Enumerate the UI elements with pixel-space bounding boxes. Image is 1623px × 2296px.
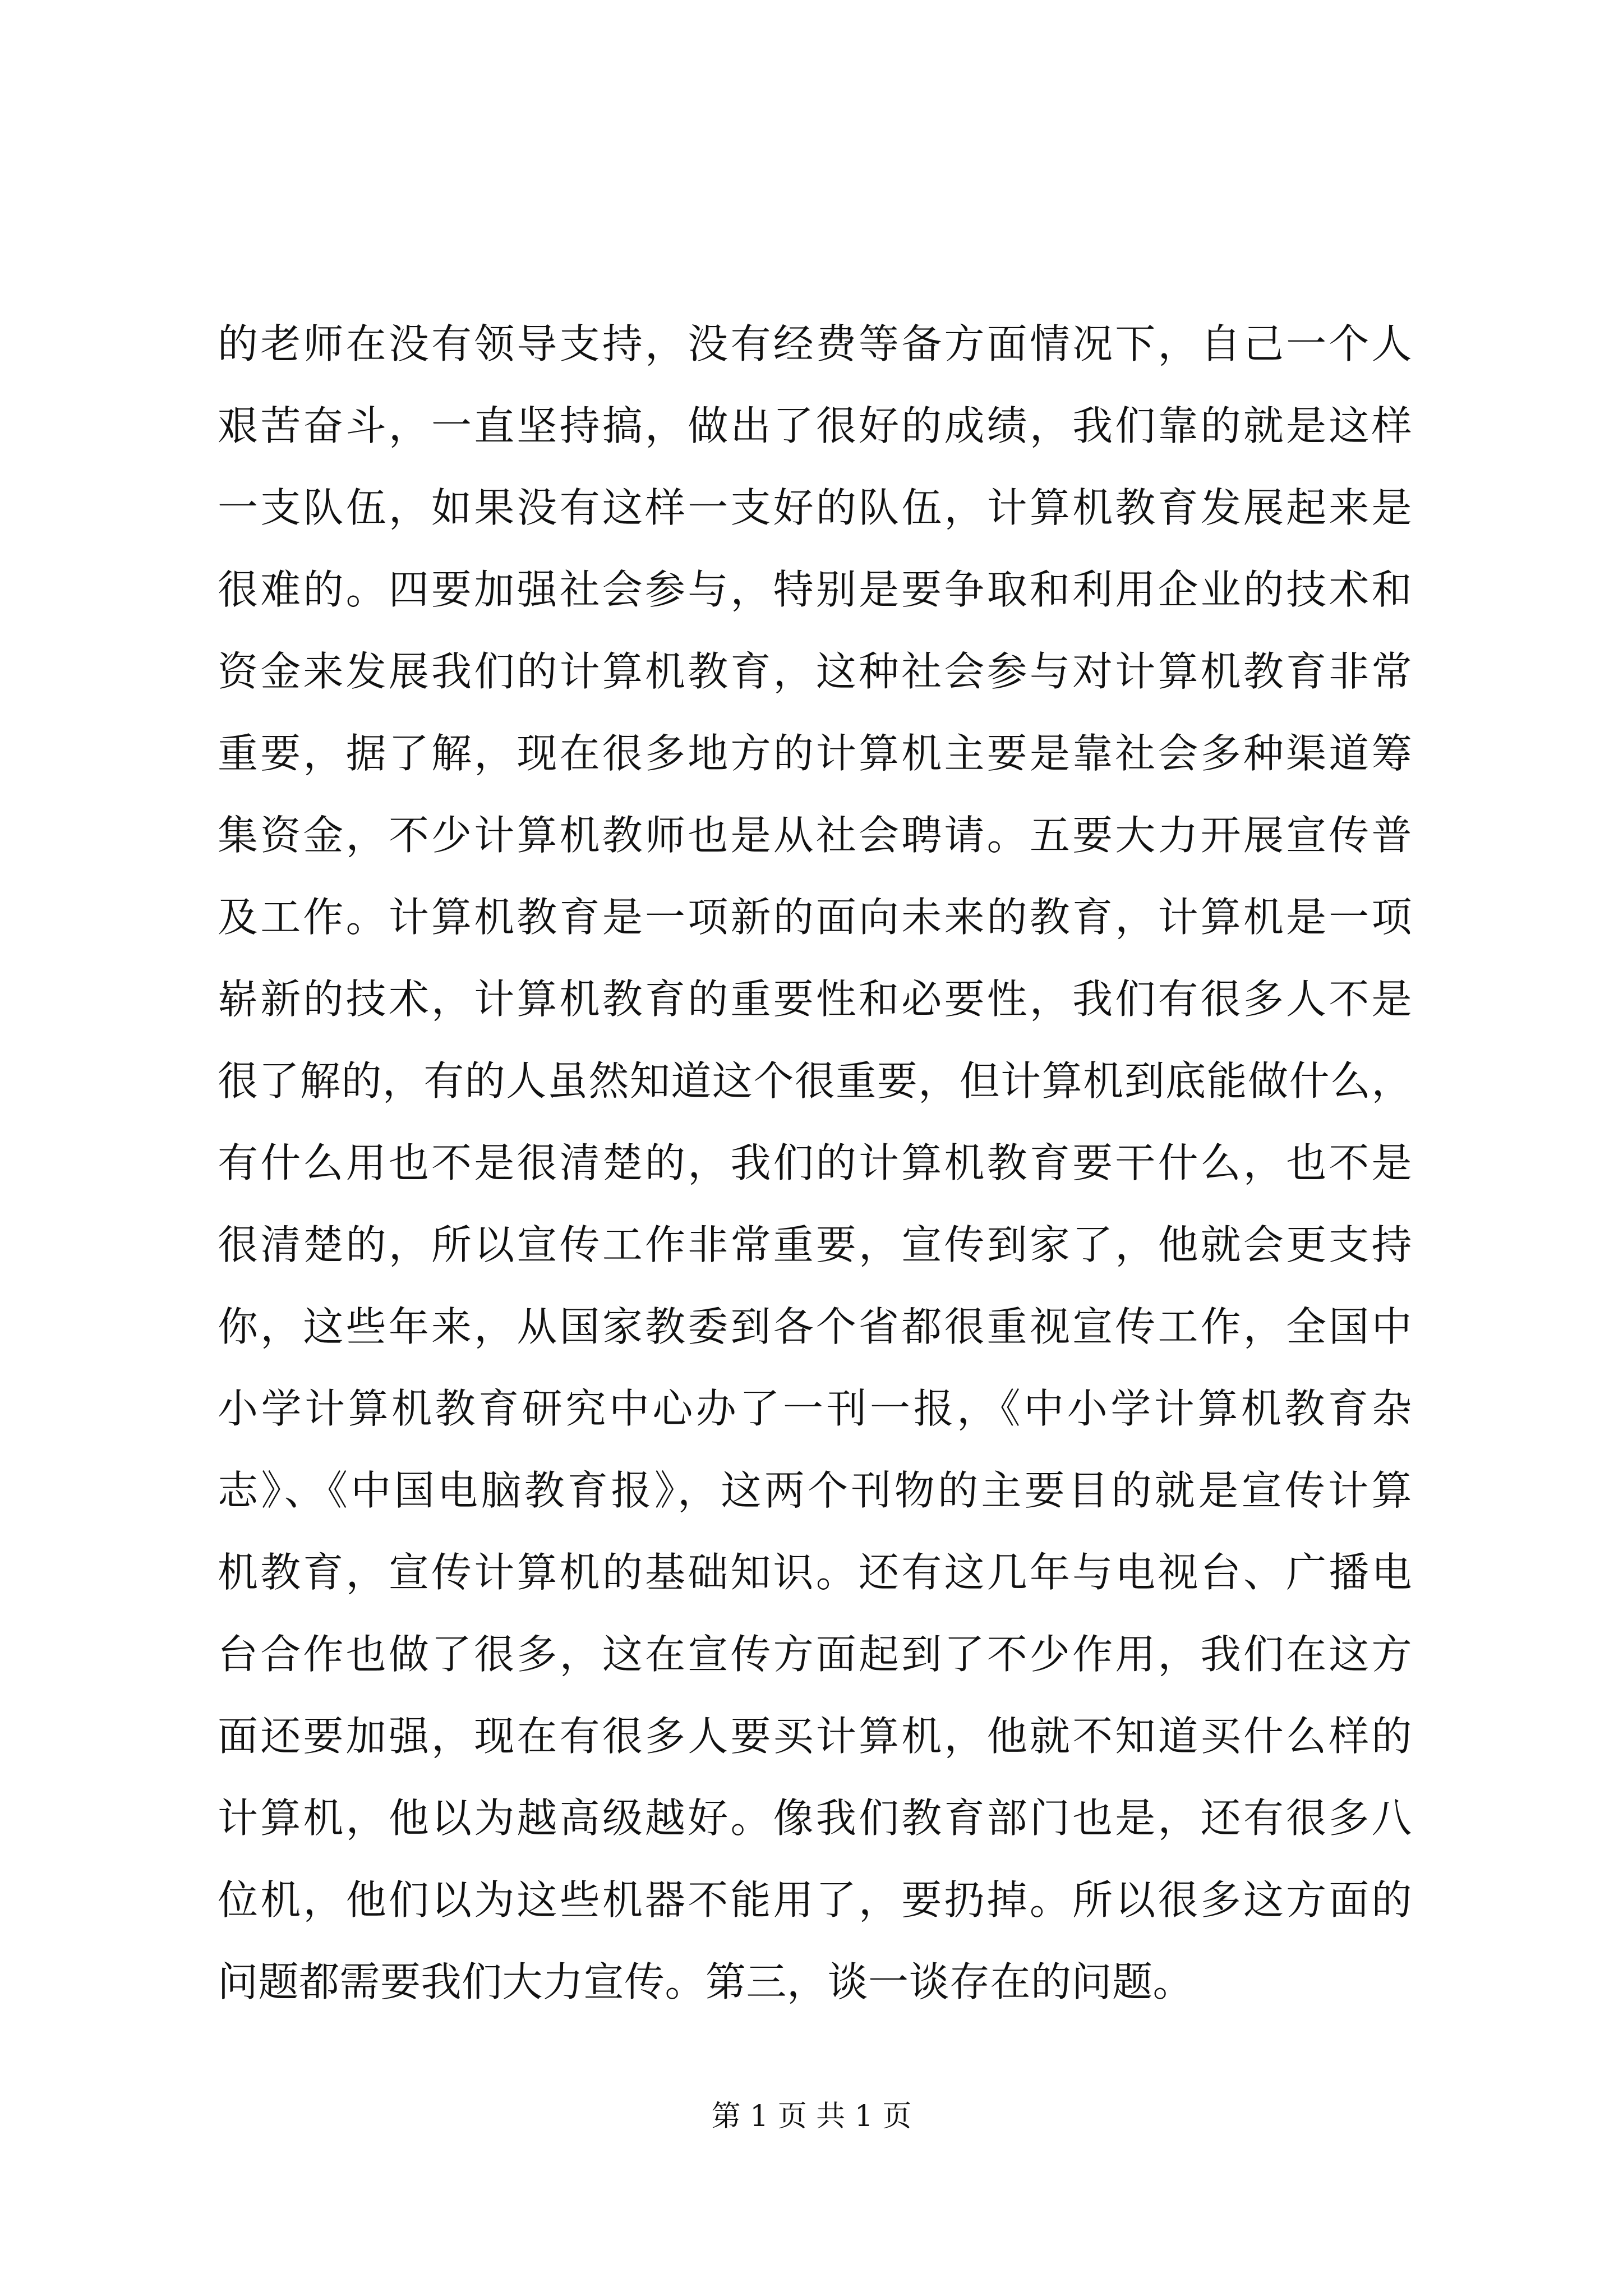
text-line: 计算机，他以为越高级越好。像我们教育部门也是，还有很多八 xyxy=(218,1795,1412,1842)
text-line: 一支队伍，如果没有这样一支好的队伍，计算机教育发展起来是 xyxy=(218,484,1412,531)
text-line: 资金来发展我们的计算机教育，这种社会参与对计算机教育非常 xyxy=(218,648,1412,695)
text-line: 面还要加强，现在有很多人要买计算机，他就不知道买什么样的 xyxy=(218,1713,1412,1760)
text-line: 有什么用也不是很清楚的，我们的计算机教育要干什么，也不是 xyxy=(218,1139,1412,1186)
text-line: 很了解的，有的人虽然知道这个很重要，但计算机到底能做什么， xyxy=(218,1057,1412,1105)
text-line: 及工作。计算机教育是一项新的面向未来的教育，计算机是一项 xyxy=(218,894,1412,941)
text-line: 位机，他们以为这些机器不能用了，要扔掉。所以很多这方面的 xyxy=(218,1876,1412,1924)
text-line: 很难的。四要加强社会参与，特别是要争取和利用企业的技术和 xyxy=(218,566,1412,613)
text-line: 你，这些年来，从国家教委到各个省都很重视宣传工作，全国中 xyxy=(218,1303,1412,1350)
body-text xyxy=(218,303,1412,2023)
text-line: 艰苦奋斗，一直坚持搞，做出了很好的成绩，我们靠的就是这样 xyxy=(218,402,1412,449)
text-line: 台合作也做了很多，这在宣传方面起到了不少作用，我们在这方 xyxy=(218,1631,1412,1678)
text-line: 机教育，宣传计算机的基础知识。还有这几年与电视台、广播电 xyxy=(218,1549,1412,1596)
text-line: 崭新的技术，计算机教育的重要性和必要性，我们有很多人不是 xyxy=(218,976,1412,1023)
text-line: 很清楚的，所以宣传工作非常重要，宣传到家了，他就会更支持 xyxy=(218,1221,1412,1268)
text-line: 重要，据了解，现在很多地方的计算机主要是靠社会多种渠道筹 xyxy=(218,730,1412,777)
page-footer: 第 1 页 共 1 页 xyxy=(711,2100,912,2133)
text-line: 的老师在没有领导支持，没有经费等备方面情况下，自己一个人 xyxy=(218,320,1412,367)
text-line: 志》、《中国电脑教育报》，这两个刊物的主要目的就是宣传计算 xyxy=(218,1467,1412,1514)
text-line: 问题都需要我们大力宣传。第三，谈一谈存在的问题。 xyxy=(218,1958,1194,2005)
text-line: 集资金，不少计算机教师也是从社会聘请。五要大力开展宣传普 xyxy=(218,812,1412,859)
text-line: 小学计算机教育研究中心办了一刊一报，《中小学计算机教育杂 xyxy=(218,1385,1412,1432)
